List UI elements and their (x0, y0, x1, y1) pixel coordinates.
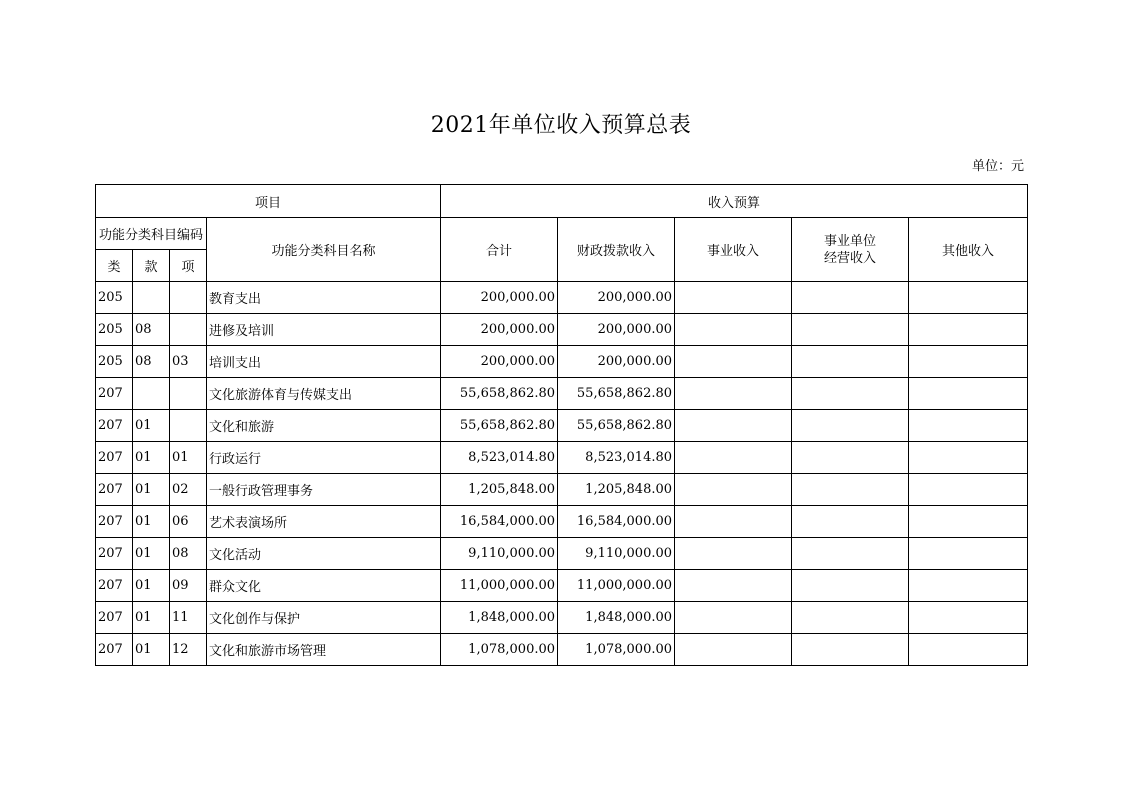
subject-name-cell: 艺术表演场所 (207, 506, 441, 538)
header-career: 事业收入 (675, 218, 792, 282)
subject-name-cell: 一般行政管理事务 (207, 474, 441, 506)
other-cell (909, 570, 1028, 602)
header-name: 功能分类科目名称 (207, 218, 441, 282)
table-row (96, 282, 1028, 314)
section-code-cell: 01 (133, 474, 170, 506)
subject-name-cell: 文化活动 (207, 538, 441, 570)
class-code-cell: 205 (96, 282, 133, 314)
item-code-cell: 09 (170, 570, 207, 602)
class-code-cell: 207 (96, 410, 133, 442)
header-business-line1: 事业单位 (824, 233, 877, 249)
class-code-cell: 207 (96, 538, 133, 570)
total-cell: 9,110,000.00 (441, 538, 558, 570)
section-code-cell: 01 (133, 442, 170, 474)
fiscal-cell: 200,000.00 (558, 282, 675, 314)
career-cell (675, 378, 792, 410)
fiscal-cell: 16,584,000.00 (558, 506, 675, 538)
header-business-line2: 经营收入 (824, 250, 877, 266)
total-cell: 200,000.00 (441, 314, 558, 346)
fiscal-cell: 1,078,000.00 (558, 634, 675, 666)
other-cell (909, 634, 1028, 666)
other-cell (909, 538, 1028, 570)
class-code-cell: 207 (96, 442, 133, 474)
item-code-cell (170, 282, 207, 314)
table-row (96, 378, 1028, 410)
item-code-cell: 06 (170, 506, 207, 538)
fiscal-cell: 55,658,862.80 (558, 378, 675, 410)
section-code-cell: 08 (133, 346, 170, 378)
class-code-cell: 205 (96, 346, 133, 378)
class-code-cell: 207 (96, 378, 133, 410)
fiscal-cell: 1,848,000.00 (558, 602, 675, 634)
career-cell (675, 570, 792, 602)
career-cell (675, 410, 792, 442)
page-title: 2021年单位收入预算总表 (430, 113, 692, 138)
section-code-cell: 01 (133, 602, 170, 634)
other-cell (909, 474, 1028, 506)
total-cell: 55,658,862.80 (441, 378, 558, 410)
header-business (792, 218, 909, 282)
fiscal-cell: 200,000.00 (558, 346, 675, 378)
table-row (96, 506, 1028, 538)
business-cell (792, 282, 909, 314)
business-cell (792, 346, 909, 378)
header-section: 款 (133, 250, 170, 282)
section-code-cell: 01 (133, 570, 170, 602)
subject-name-cell: 进修及培训 (207, 314, 441, 346)
fiscal-cell: 1,205,848.00 (558, 474, 675, 506)
section-code-cell (133, 282, 170, 314)
career-cell (675, 474, 792, 506)
other-cell (909, 442, 1028, 474)
header-income-budget: 收入预算 (441, 185, 1028, 218)
business-cell (792, 314, 909, 346)
section-code-cell: 01 (133, 538, 170, 570)
table-row (96, 474, 1028, 506)
career-cell (675, 314, 792, 346)
other-cell (909, 378, 1028, 410)
header-total: 合计 (441, 218, 558, 282)
career-cell (675, 538, 792, 570)
item-code-cell: 12 (170, 634, 207, 666)
table-row (96, 346, 1028, 378)
subject-name-cell: 教育支出 (207, 282, 441, 314)
business-cell (792, 410, 909, 442)
table-row (96, 634, 1028, 666)
class-code-cell: 207 (96, 602, 133, 634)
table-row (96, 410, 1028, 442)
table-row (96, 602, 1028, 634)
item-code-cell: 01 (170, 442, 207, 474)
subject-name-cell: 培训支出 (207, 346, 441, 378)
subject-name-cell: 行政运行 (207, 442, 441, 474)
class-code-cell: 205 (96, 314, 133, 346)
table-row (96, 538, 1028, 570)
item-code-cell: 11 (170, 602, 207, 634)
unit-label: 单位：元 (971, 159, 1024, 174)
total-cell: 200,000.00 (441, 346, 558, 378)
total-cell: 200,000.00 (441, 282, 558, 314)
section-code-cell: 01 (133, 634, 170, 666)
item-code-cell (170, 314, 207, 346)
total-cell: 1,848,000.00 (441, 602, 558, 634)
fiscal-cell: 55,658,862.80 (558, 410, 675, 442)
header-row-1 (96, 185, 1028, 218)
business-cell (792, 602, 909, 634)
career-cell (675, 442, 792, 474)
business-cell (792, 634, 909, 666)
business-cell (792, 474, 909, 506)
class-code-cell: 207 (96, 474, 133, 506)
header-project: 项目 (96, 185, 441, 218)
header-fiscal: 财政拨款收入 (558, 218, 675, 282)
class-code-cell: 207 (96, 506, 133, 538)
class-code-cell: 207 (96, 570, 133, 602)
table-row (96, 442, 1028, 474)
total-cell: 16,584,000.00 (441, 506, 558, 538)
header-class: 类 (96, 250, 133, 282)
section-code-cell: 08 (133, 314, 170, 346)
header-row-2 (96, 218, 1028, 250)
business-cell (792, 378, 909, 410)
career-cell (675, 602, 792, 634)
subject-name-cell: 群众文化 (207, 570, 441, 602)
subject-name-cell: 文化旅游体育与传媒支出 (207, 378, 441, 410)
header-item: 项 (170, 250, 207, 282)
fiscal-cell: 200,000.00 (558, 314, 675, 346)
fiscal-cell: 9,110,000.00 (558, 538, 675, 570)
table-row (96, 314, 1028, 346)
class-code-cell: 207 (96, 634, 133, 666)
table-row (96, 570, 1028, 602)
subject-name-cell: 文化和旅游 (207, 410, 441, 442)
total-cell: 55,658,862.80 (441, 410, 558, 442)
career-cell (675, 282, 792, 314)
item-code-cell (170, 410, 207, 442)
section-code-cell: 01 (133, 506, 170, 538)
item-code-cell: 02 (170, 474, 207, 506)
total-cell: 8,523,014.80 (441, 442, 558, 474)
budget-table (95, 184, 1028, 666)
section-code-cell (133, 378, 170, 410)
section-code-cell: 01 (133, 410, 170, 442)
other-cell (909, 410, 1028, 442)
career-cell (675, 346, 792, 378)
career-cell (675, 634, 792, 666)
business-cell (792, 506, 909, 538)
fiscal-cell: 11,000,000.00 (558, 570, 675, 602)
other-cell (909, 602, 1028, 634)
subject-name-cell: 文化创作与保护 (207, 602, 441, 634)
item-code-cell: 08 (170, 538, 207, 570)
total-cell: 11,000,000.00 (441, 570, 558, 602)
item-code-cell: 03 (170, 346, 207, 378)
item-code-cell (170, 378, 207, 410)
other-cell (909, 314, 1028, 346)
subject-name-cell: 文化和旅游市场管理 (207, 634, 441, 666)
fiscal-cell: 8,523,014.80 (558, 442, 675, 474)
other-cell (909, 282, 1028, 314)
total-cell: 1,205,848.00 (441, 474, 558, 506)
header-other: 其他收入 (909, 218, 1028, 282)
total-cell: 1,078,000.00 (441, 634, 558, 666)
other-cell (909, 346, 1028, 378)
header-code-group: 功能分类科目编码 (96, 218, 207, 250)
other-cell (909, 506, 1028, 538)
business-cell (792, 538, 909, 570)
business-cell (792, 570, 909, 602)
business-cell (792, 442, 909, 474)
career-cell (675, 506, 792, 538)
